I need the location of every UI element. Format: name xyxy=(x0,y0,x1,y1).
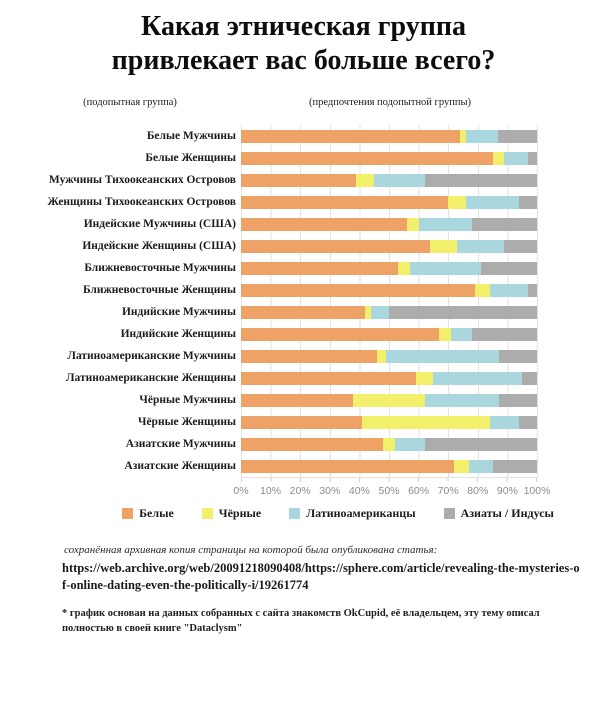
bar-segment-series-0 xyxy=(241,284,475,297)
legend-label: Азиаты / Индусы xyxy=(460,506,554,520)
bar-segment-series-0 xyxy=(241,460,454,473)
x-tick-label: 30% xyxy=(319,485,341,497)
bar-segment-series-2 xyxy=(374,174,424,187)
bar-segment-series-2 xyxy=(451,328,472,341)
bar-segment-series-2 xyxy=(433,372,522,385)
x-tick-label: 70% xyxy=(437,485,459,497)
x-tick-label: 0% xyxy=(233,485,249,497)
stacked-bar xyxy=(241,196,537,209)
stacked-bar xyxy=(241,328,537,341)
stacked-bar xyxy=(241,130,537,143)
bar-segment-series-3 xyxy=(472,328,537,341)
bar-row xyxy=(241,191,537,213)
category-label: Ближневосточные Женщины xyxy=(82,284,236,296)
category-label: Индейские Женщины (США) xyxy=(82,240,236,252)
stacked-bar xyxy=(241,284,537,297)
bar-segment-series-0 xyxy=(241,372,416,385)
bar-segment-series-1 xyxy=(383,438,395,451)
bar-segment-series-3 xyxy=(499,394,537,407)
bar-segment-series-0 xyxy=(241,306,365,319)
bar-row xyxy=(241,455,537,477)
legend-swatch xyxy=(122,508,133,519)
archive-note: сохранённая архивная копия страницы на которой была опубликована статья: xyxy=(64,544,438,556)
bar-segment-series-0 xyxy=(241,218,407,231)
legend-item-series-1 xyxy=(202,506,261,521)
bar-row xyxy=(241,301,537,323)
bar-row xyxy=(241,433,537,455)
bar-row xyxy=(241,235,537,257)
bar-segment-series-2 xyxy=(425,394,499,407)
bar-segment-series-2 xyxy=(386,350,498,363)
bar-row xyxy=(241,367,537,389)
bar-row xyxy=(241,257,537,279)
bar-segment-series-2 xyxy=(419,218,472,231)
bar-segment-series-3 xyxy=(425,174,537,187)
stacked-bar xyxy=(241,218,537,231)
stacked-bar xyxy=(241,306,537,319)
bar-segment-series-3 xyxy=(504,240,537,253)
x-tick-label: 20% xyxy=(289,485,311,497)
archive-url: https://web.archive.org/web/20091218090408/https://sphere.com/article/revealing-the-mysteries-of-online-dating-even-the-politically-i/19261774 xyxy=(62,561,580,592)
bar-segment-series-0 xyxy=(241,416,362,429)
bar-segment-series-3 xyxy=(528,152,537,165)
bar-segment-series-1 xyxy=(448,196,466,209)
legend-item-series-3 xyxy=(444,506,554,521)
bar-segment-series-3 xyxy=(522,372,537,385)
x-tick-label: 10% xyxy=(260,485,282,497)
bar-segment-series-1 xyxy=(362,416,489,429)
subtitle-preferences: (предпочтения подопытной группы) xyxy=(308,97,472,108)
x-tick-label: 40% xyxy=(348,485,370,497)
bar-segment-series-2 xyxy=(395,438,425,451)
bar-segment-series-3 xyxy=(528,284,537,297)
bar-row xyxy=(241,279,537,301)
x-tick-label: 80% xyxy=(467,485,489,497)
bar-segment-series-3 xyxy=(425,438,537,451)
legend-swatch xyxy=(289,508,300,519)
bar-segment-series-1 xyxy=(493,152,505,165)
x-axis-labels xyxy=(233,485,551,499)
category-label: Латиноамериканские Женщины xyxy=(65,372,236,384)
category-label: Индийские Мужчины xyxy=(121,306,236,318)
category-label: Чёрные Женщины xyxy=(138,416,236,428)
category-label: Индейские Мужчины (США) xyxy=(83,218,236,230)
page-title-line1: Какая этническая группа xyxy=(141,11,466,42)
bar-segment-series-0 xyxy=(241,240,430,253)
bar-segment-series-0 xyxy=(241,152,493,165)
bar-segment-series-2 xyxy=(490,416,520,429)
bar-segment-series-3 xyxy=(498,130,536,143)
footnote: * график основан на данных собранных с сайта знакомств OkCupid, её владельцем, эту тему описал полностью в своей книге "Dataclysm" xyxy=(62,608,540,634)
bar-segment-series-2 xyxy=(466,196,519,209)
bar-segment-series-3 xyxy=(472,218,537,231)
legend-label: Чёрные xyxy=(218,506,262,520)
x-axis-ticks xyxy=(241,478,537,482)
bar-segment-series-2 xyxy=(466,130,499,143)
plot-bars xyxy=(241,125,538,478)
bar-segment-series-3 xyxy=(481,262,537,275)
stacked-bar xyxy=(241,460,537,473)
bar-segment-series-2 xyxy=(410,262,481,275)
bar-segment-series-3 xyxy=(499,350,537,363)
category-label: Азиатские Мужчины xyxy=(125,438,236,450)
x-tick-label: 100% xyxy=(523,485,551,497)
bar-row xyxy=(241,213,537,235)
category-label: Латиноамериканские Мужчины xyxy=(67,350,236,362)
category-label: Азиатские Женщины xyxy=(124,460,236,472)
bar-segment-series-2 xyxy=(457,240,504,253)
legend-swatch xyxy=(202,508,213,519)
bar-segment-series-0 xyxy=(241,196,448,209)
bar-segment-series-0 xyxy=(241,438,383,451)
x-tick-label: 90% xyxy=(496,485,518,497)
page-title-line2: привлекает вас больше всего? xyxy=(111,45,496,77)
plot xyxy=(233,125,551,499)
bar-row xyxy=(241,411,537,433)
bar-segment-series-1 xyxy=(356,174,374,187)
bar-row xyxy=(241,169,537,191)
stacked-bar xyxy=(241,152,537,165)
category-label: Мужчины Тихоокеанских Островов xyxy=(48,174,236,186)
bar-segment-series-1 xyxy=(430,240,457,253)
bar-segment-series-0 xyxy=(241,130,460,143)
bar-row xyxy=(241,125,537,147)
legend xyxy=(108,506,568,521)
bar-segment-series-1 xyxy=(475,284,490,297)
bar-segment-series-1 xyxy=(377,350,386,363)
bar-row xyxy=(241,345,537,367)
stacked-bar xyxy=(241,438,537,451)
stacked-bar-chart xyxy=(0,125,551,499)
subtitle-subject-group: (подопытная группа) xyxy=(83,97,177,108)
legend-item-series-2 xyxy=(289,506,415,521)
bar-segment-series-2 xyxy=(490,284,528,297)
category-label: Белые Женщины xyxy=(145,152,236,164)
stacked-bar xyxy=(241,240,537,253)
stacked-bar xyxy=(241,174,537,187)
bar-segment-series-2 xyxy=(469,460,493,473)
bar-segment-series-3 xyxy=(493,460,537,473)
legend-item-series-0 xyxy=(122,506,174,521)
bar-segment-series-2 xyxy=(504,152,528,165)
category-label: Индийские Женщины xyxy=(120,328,236,340)
category-label: Чёрные Мужчины xyxy=(139,394,236,406)
bar-segment-series-3 xyxy=(519,196,537,209)
bar-segment-series-0 xyxy=(241,262,398,275)
bar-segment-series-1 xyxy=(416,372,434,385)
stacked-bar xyxy=(241,262,537,275)
stacked-bar xyxy=(241,372,537,385)
bar-segment-series-0 xyxy=(241,174,356,187)
bar-segment-series-1 xyxy=(407,218,419,231)
category-label: Ближневосточные Мужчины xyxy=(84,262,236,274)
category-labels xyxy=(0,125,236,499)
legend-swatch xyxy=(444,508,455,519)
bar-row xyxy=(241,323,537,345)
stacked-bar xyxy=(241,416,537,429)
bar-segment-series-3 xyxy=(519,416,537,429)
bar-segment-series-1 xyxy=(454,460,469,473)
bar-segment-series-1 xyxy=(439,328,451,341)
bar-segment-series-1 xyxy=(353,394,424,407)
stacked-bar xyxy=(241,350,537,363)
bar-segment-series-0 xyxy=(241,328,439,341)
x-tick-label: 50% xyxy=(378,485,400,497)
bar-segment-series-3 xyxy=(389,306,537,319)
bar-row xyxy=(241,389,537,411)
category-label: Женщины Тихоокеанских Островов xyxy=(47,196,236,208)
stacked-bar xyxy=(241,394,537,407)
bar-segment-series-0 xyxy=(241,350,377,363)
legend-label: Белые xyxy=(139,506,174,520)
bar-segment-series-0 xyxy=(241,394,353,407)
bar-segment-series-2 xyxy=(371,306,389,319)
legend-label: Латиноамериканцы xyxy=(306,506,416,520)
bar-segment-series-1 xyxy=(398,262,410,275)
category-label: Белые Мужчины xyxy=(146,130,236,142)
page-title xyxy=(0,10,607,78)
bar-row xyxy=(241,147,537,169)
x-tick-label: 60% xyxy=(408,485,430,497)
